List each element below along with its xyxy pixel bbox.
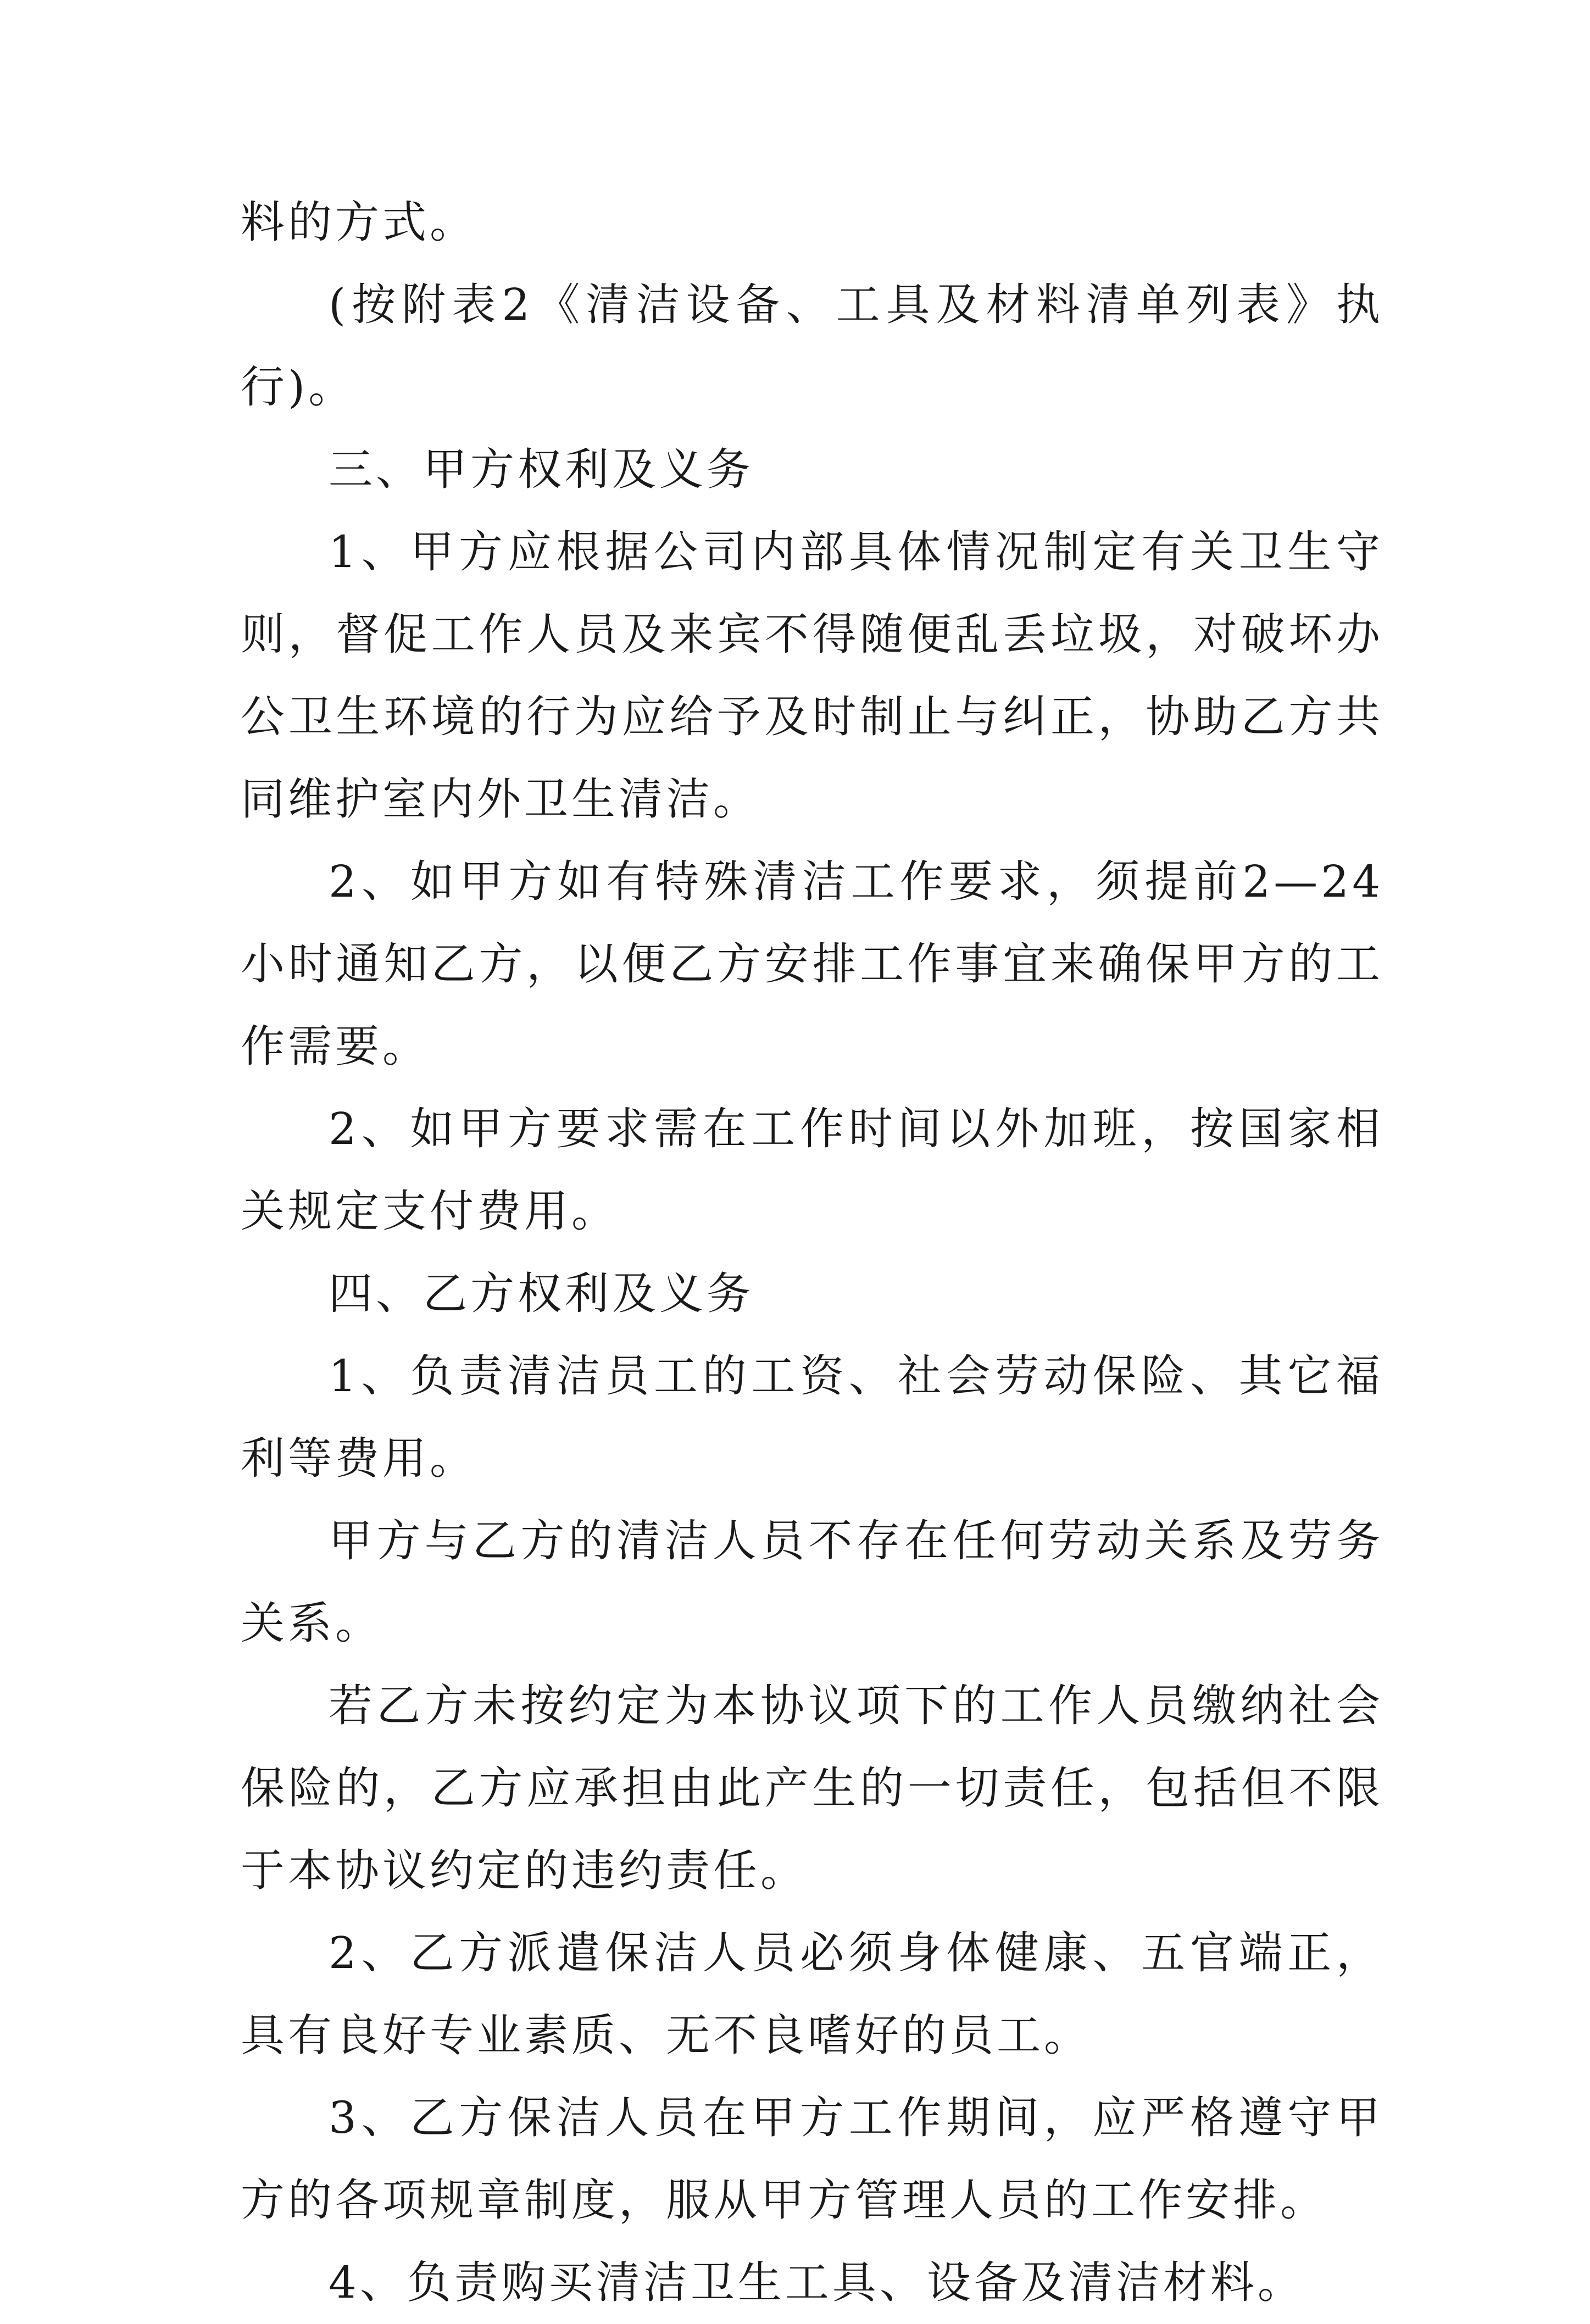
paragraph-party-a-item-2b: 2、如甲方要求需在工作时间以外加班，按国家相关规定支付费用。: [241, 1103, 1383, 1237]
paragraph-continuation: 料的方式。: [241, 197, 477, 248]
paragraph-party-b-item-2: 2、乙方派遣保洁人员必须身体健康、五官端正，具有良好专业素质、无不良嗜好的员工。: [241, 1927, 1383, 2061]
paragraph-party-b-item-3: 3、乙方保洁人员在甲方工作期间，应严格遵守甲方的各项规章制度，服从甲方管理人员的工作安排。: [241, 2092, 1383, 2226]
section-heading-party-a: 三、甲方权利及义务: [329, 444, 754, 495]
section-heading-party-b: 四、乙方权利及义务: [329, 1268, 754, 1319]
paragraph-party-a-item-2: 2、如甲方如有特殊清洁工作要求，须提前2—24小时通知乙方，以便乙方安排工作事宜来确保甲方的工作需要。: [241, 856, 1383, 1072]
paragraph-party-b-item-1: 1、负责清洁员工的工资、社会劳动保险、其它福利等费用。: [241, 1350, 1383, 1484]
paragraph-no-labor-relation: 甲方与乙方的清洁人员不存在任何劳动关系及劳务关系。: [241, 1515, 1383, 1649]
paragraph-party-b-item-4: 4、负责购买清洁卫生工具、设备及清洁材料。: [329, 2257, 1305, 2308]
document-body: [241, 181, 1383, 2324]
paragraph-party-a-item-1: 1、甲方应根据公司内部具体情况制定有关卫生守则，督促工作人员及来宾不得随便乱丢垃圾，对破坏办公卫生环境的行为应给予及时制止与纠正，协助乙方共同维护室内外卫生清洁。: [241, 526, 1383, 825]
paragraph-social-insurance-liability: 若乙方未按约定为本协议项下的工作人员缴纳社会保险的，乙方应承担由此产生的一切责任，包括但不限于本协议约定的违约责任。: [241, 1680, 1383, 1896]
paragraph-appendix-note: (按附表2《清洁设备、工具及材料清单列表》执行)。: [241, 279, 1383, 413]
